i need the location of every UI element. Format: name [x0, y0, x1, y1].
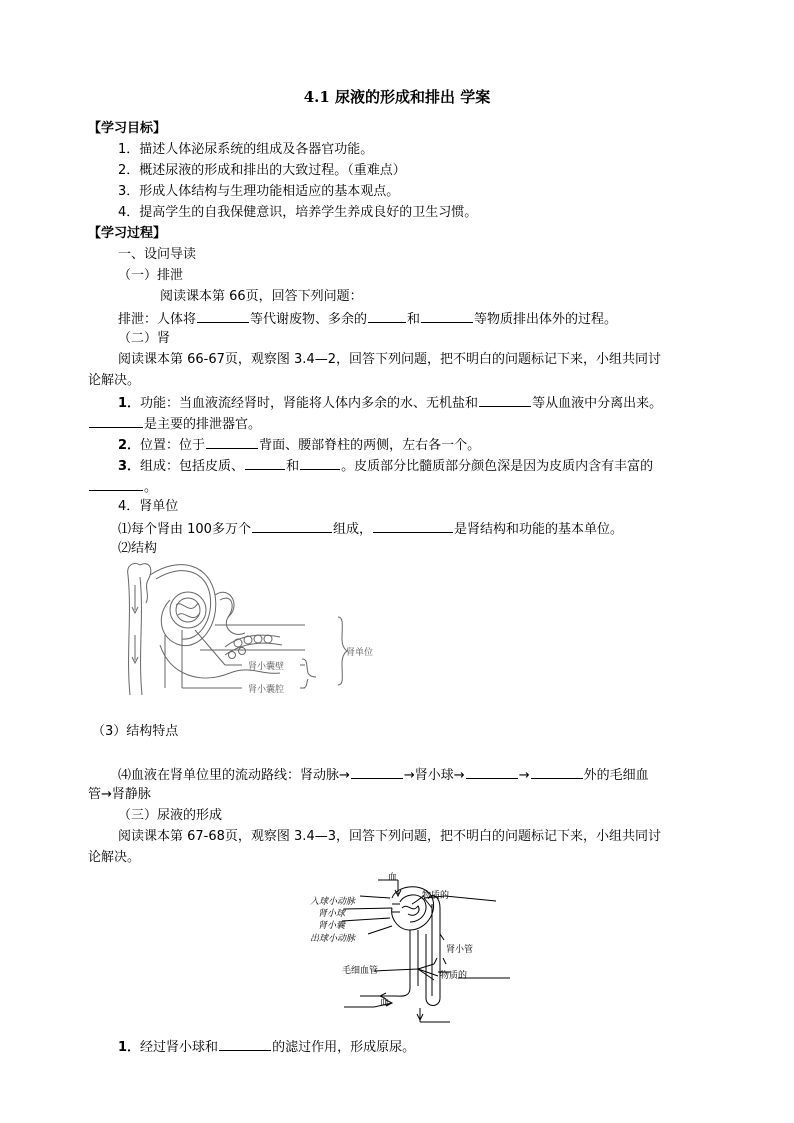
label-substance-filtered: 物质的 — [422, 891, 450, 901]
kidney-composition-cont: 。 — [88, 477, 157, 497]
label-renal-tubule: 肾小管 — [446, 945, 474, 955]
label-substance-reabsorbed: 物质的 — [440, 971, 468, 981]
answer-blank[interactable] — [89, 414, 143, 428]
section-kidney-heading: （二）肾 — [118, 331, 171, 346]
page-title: 4.1 尿液的形成和排出 学案 — [303, 88, 491, 106]
label-nephron: 肾单位 — [346, 648, 374, 658]
answer-blank[interactable] — [89, 477, 143, 491]
kidney-read-instruction-cont: 论解决。 — [88, 373, 141, 388]
label-bowman-capsule-space: 肾小囊腔 — [248, 685, 285, 695]
kidney-read-instruction: 阅读课本第 66-67页，观察图 3.4—2，回答下列问题，把不明白的问题标记下来，小组共同讨 — [118, 352, 661, 367]
answer-blank[interactable] — [421, 309, 473, 323]
answer-blank[interactable] — [197, 309, 249, 323]
answer-blank[interactable] — [466, 765, 518, 779]
answer-blank[interactable] — [531, 765, 583, 779]
nephron-heading: 4．肾单位 — [118, 499, 179, 514]
label-capillary: 毛细血管 — [342, 966, 379, 976]
answer-blank[interactable] — [368, 309, 406, 323]
nephron-structure-heading: ⑵结构 — [118, 541, 158, 556]
objective-item: 4．提高学生的自我保健意识，培养学生养成良好的卫生习惯。 — [118, 205, 478, 220]
excretion-definition: 排泄：人体将 等代谢废物、多余的 和 等物质排出体外的过程。 — [118, 309, 617, 329]
excretion-read-instruction: 阅读课本第 66页，回答下列问题： — [160, 289, 363, 304]
section-excretion-heading: （一）排泄 — [118, 268, 184, 283]
nephron-composition: ⑴每个肾由 100多万个 组成， 是肾结构和功能的基本单位。 — [118, 519, 623, 539]
urine-question-1: 1．经过肾小球和 的滤过作用，形成原尿。 — [118, 1037, 415, 1057]
kidney-position: 2．位置：位于 背面、腰部脊柱的两侧，左右各一个。 — [118, 435, 480, 455]
urine-read-instruction: 阅读课本第 67-68页，观察图 3.4—3，回答下列问题，把不明白的问题标记下来，小组共同讨 — [118, 829, 661, 844]
objective-item: 2．概述尿液的形成和排出的大致过程。（重难点） — [118, 163, 406, 178]
label-blood-in: 血 — [388, 873, 398, 883]
label-efferent-arteriole: 出球小动脉 — [310, 934, 356, 944]
kidney-function-cont: 是主要的排泄器官。 — [88, 414, 261, 434]
label-glomerulus: 肾小球 — [318, 909, 346, 919]
urine-read-instruction-cont: 论解决。 — [88, 850, 141, 865]
kidney-composition: 3．组成：包括皮质、 和 。皮质部分比髓质部分颜色深是因为皮质内含有丰富的 — [118, 456, 653, 476]
objective-item: 1．描述人体泌尿系统的组成及各器官功能。 — [118, 142, 374, 157]
label-bowman-capsule-wall: 肾小囊壁 — [248, 662, 285, 672]
objective-item: 3．形成人体结构与生理功能相适应的基本观点。 — [118, 184, 400, 199]
answer-blank[interactable] — [373, 519, 453, 533]
objectives-heading: 【学习目标】 — [88, 121, 167, 136]
section-guided-reading: 一、设问导读 — [118, 247, 197, 262]
label-blood-out: 血 — [380, 998, 390, 1008]
answer-blank[interactable] — [245, 456, 285, 470]
blood-flow-route: ⑷血液在肾单位里的流动路线：肾动脉→ →肾小球→ → 外的毛细血 — [118, 765, 649, 785]
kidney-function: 1．功能：当血液流经肾时，肾能将人体内多余的水、无机盐和 等从血液中分离出来。 — [118, 393, 662, 413]
label-afferent-arteriole: 入球小动脉 — [310, 897, 356, 907]
answer-blank[interactable] — [479, 393, 531, 407]
answer-blank[interactable] — [300, 456, 340, 470]
answer-blank[interactable] — [351, 765, 403, 779]
urine-formation-figure — [300, 868, 530, 1028]
nephron-structure-figure — [120, 555, 374, 705]
answer-blank[interactable] — [252, 519, 332, 533]
answer-blank[interactable] — [206, 435, 258, 449]
answer-blank[interactable] — [219, 1037, 271, 1051]
structure-features-heading: （3）结构特点 — [92, 724, 179, 739]
blood-flow-route-cont: 管→肾静脉 — [88, 787, 151, 802]
process-heading: 【学习过程】 — [88, 226, 167, 241]
section-urine-formation-heading: （三）尿液的形成 — [118, 808, 223, 823]
label-bowman-capsule: 肾小囊 — [318, 921, 346, 931]
